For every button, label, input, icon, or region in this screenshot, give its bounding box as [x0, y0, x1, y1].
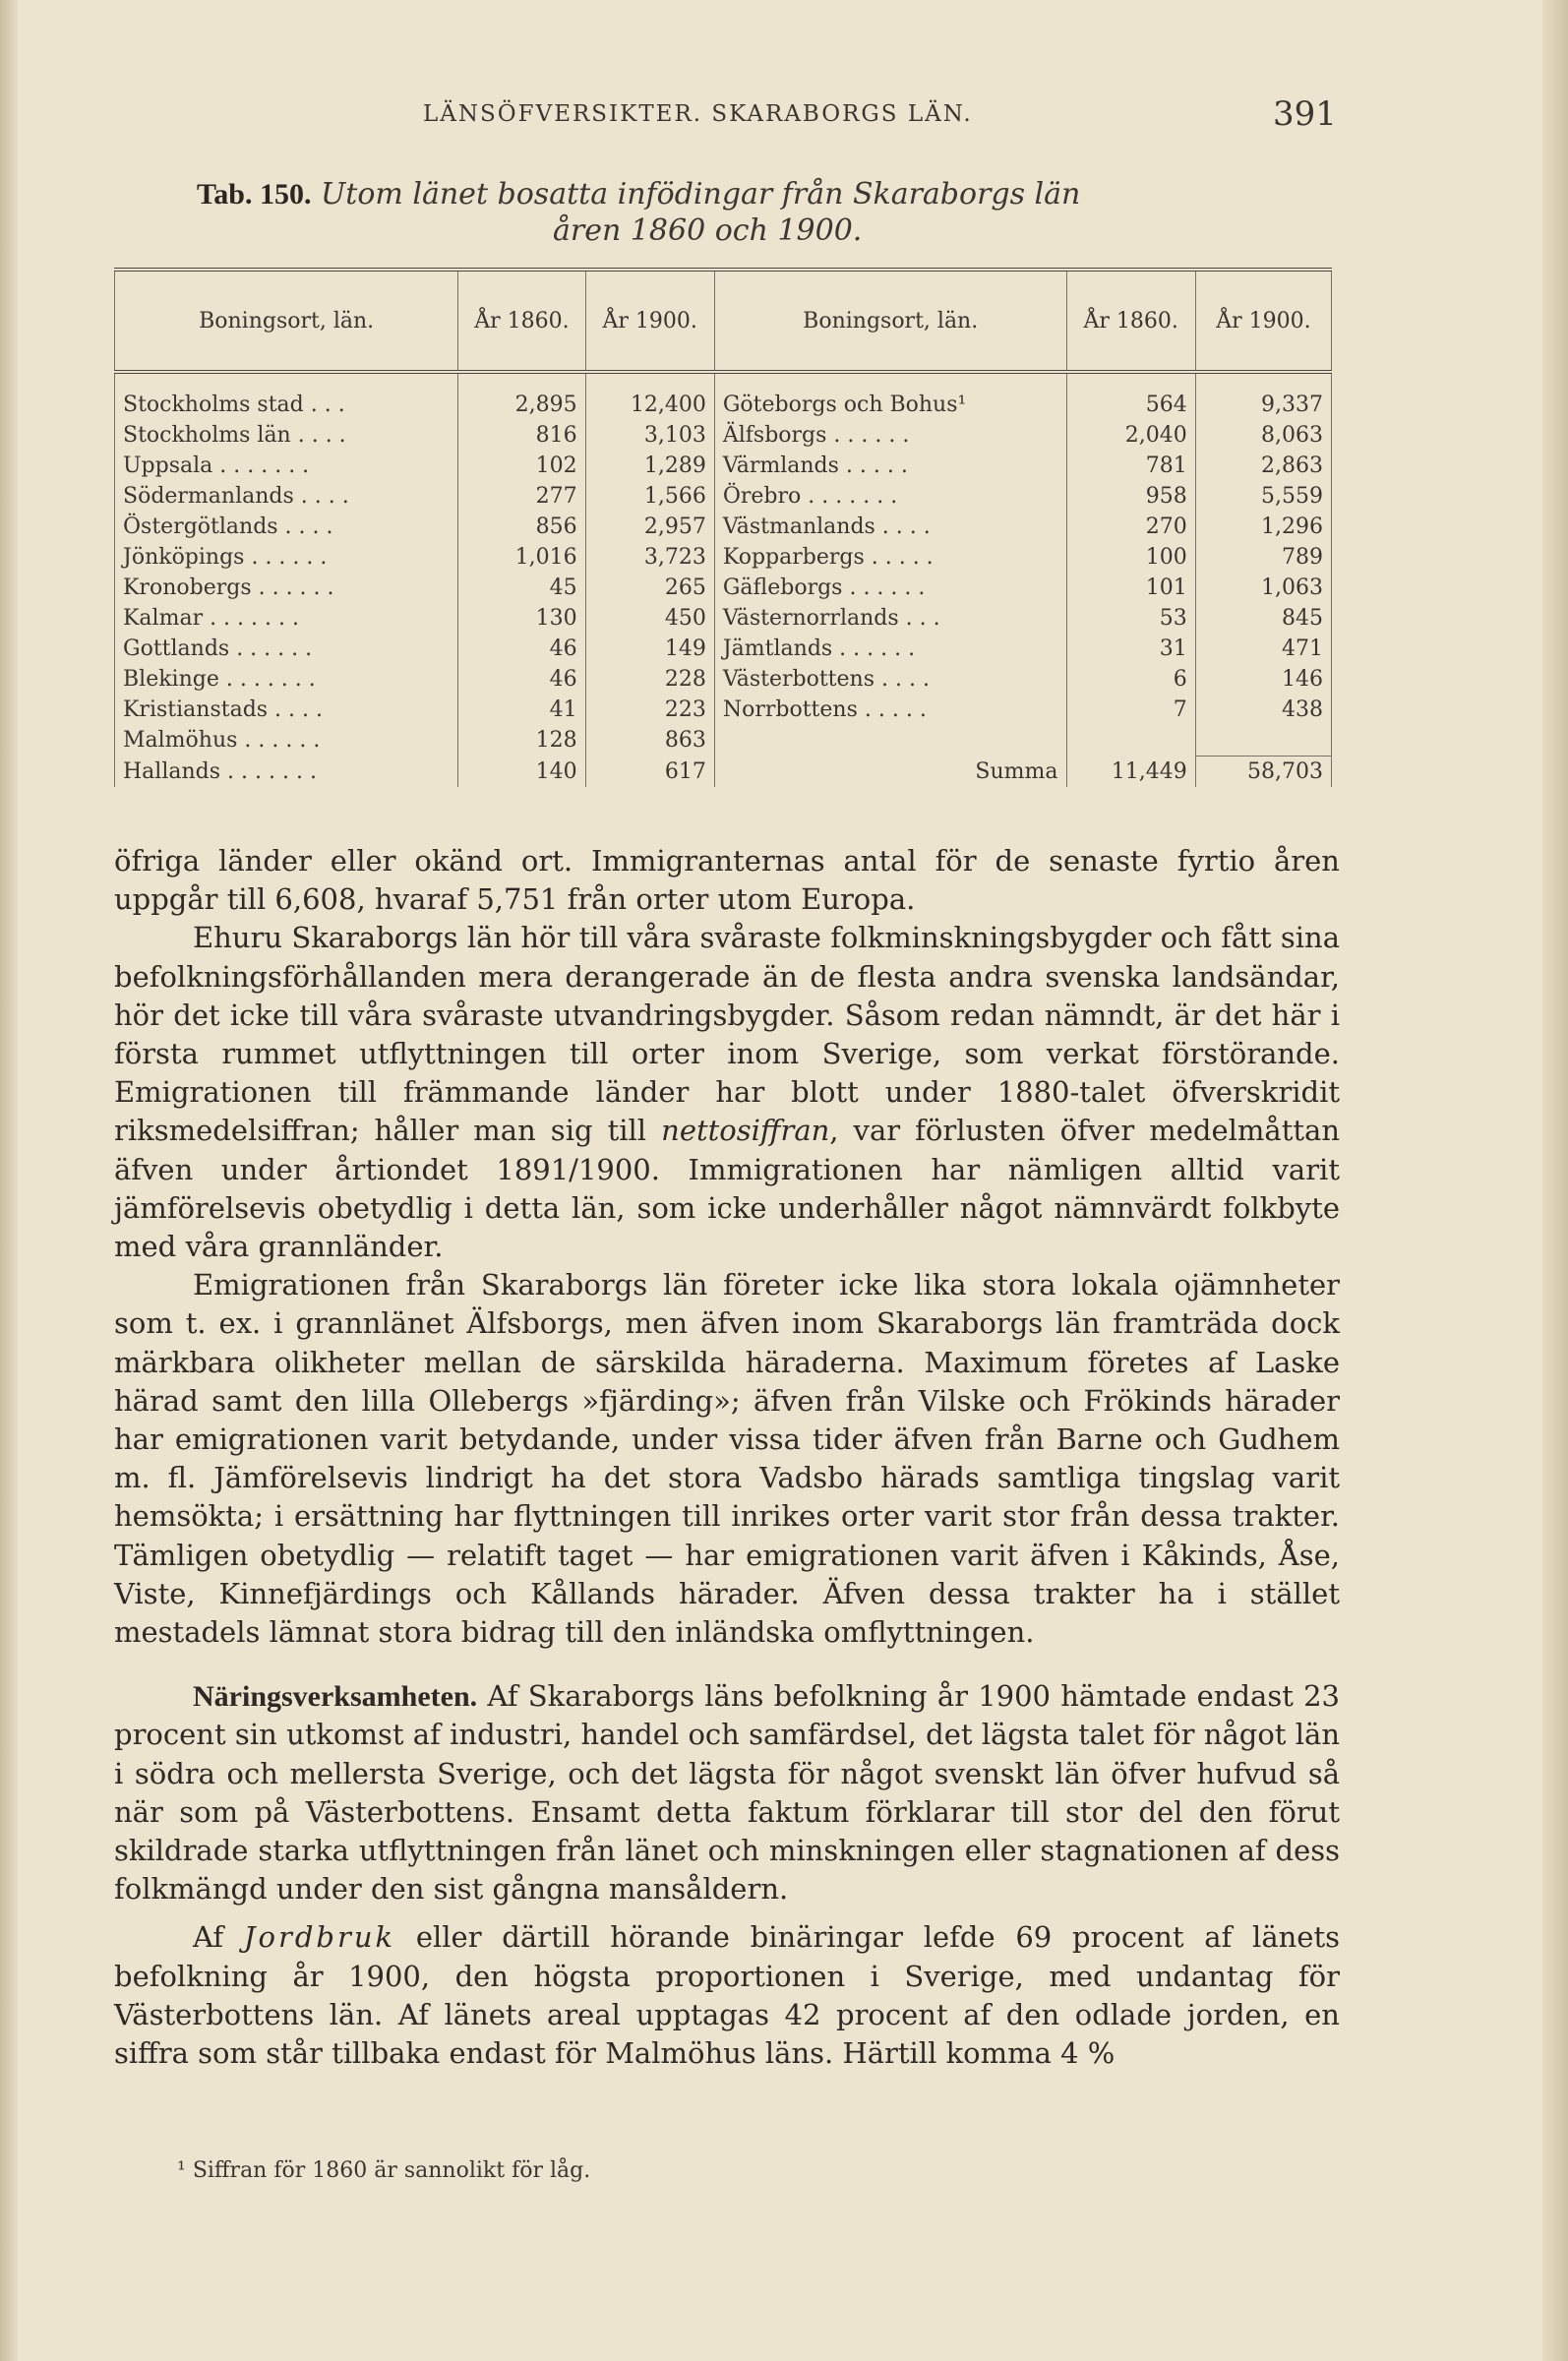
- table-row: [115, 725, 1332, 757]
- place-right: Västerbottens . . . .: [714, 664, 1066, 695]
- place-left: Stockholms stad . . .: [115, 372, 458, 420]
- table-row: [115, 573, 1332, 603]
- value-1900-left: 265: [585, 573, 714, 603]
- place-right: Kopparbergs . . . . .: [714, 542, 1066, 573]
- value-1900-right: 438: [1195, 695, 1331, 725]
- place-left: Blekinge . . . . . . .: [115, 664, 458, 695]
- value-1900-left: 223: [585, 695, 714, 725]
- page-edge-left: [0, 0, 18, 2361]
- value-1860-left: 46: [458, 664, 585, 695]
- value-1900-left: 617: [585, 757, 714, 788]
- paragraph-2-emphasis: nettosiffran: [661, 1114, 830, 1148]
- page-number: 391: [1273, 94, 1337, 134]
- statistics-table: [114, 268, 1332, 787]
- value-1900-right: 2,863: [1195, 451, 1331, 481]
- place-right: Gäfleborgs . . . . . .: [714, 573, 1066, 603]
- table-header-row: [115, 270, 1332, 372]
- value-1860-left: 102: [458, 451, 585, 481]
- value-1860-left: 2,895: [458, 372, 585, 420]
- footnote: ¹ Siffran för 1860 är sannolikt för låg.: [177, 2158, 591, 2183]
- table-label: Tab. 150.: [197, 178, 312, 211]
- value-1860-right: 31: [1066, 634, 1195, 664]
- paragraph-2-part-a: Ehuru Skaraborgs län hör till våra svåraste folkminskningsbygder och fått sina befolkningsförhållanden mera derangerade än de flesta andra svenska landsändar, hör det icke till våra svåraste utvandringsbygder. Såsom redan nämndt, är det här i första rummet utflyttningen till orter inom Sverige, som verkat förstörande. Emigrationen till främmande länder har blott under 1880-talet öfverskridit riksmedelsiffran; håller man sig till: [114, 921, 1340, 1148]
- paragraph-5-part-b: eller därtill hörande binäringar lefde 69 procent af länets befolkning år 1900, den högsta proportionen i Sverige, med undantag för Västerbottens län. Af länets areal upptagas 42 procent af den odlade jorden, en siffra som står tillbaka endast för Malmöhus läns. Härtill komma 4 %: [114, 1920, 1341, 2071]
- value-1900-right: 146: [1195, 664, 1331, 695]
- value-1900-left: 1,289: [585, 451, 714, 481]
- value-1900-right: 1,063: [1195, 573, 1331, 603]
- paragraph-4-text: Af Skaraborgs läns befolkning år 1900 hämtade endast 23 procent sin utkomst af industri, handel och samfärdsel, det lägsta talet för något län i södra och mellersta Sverige, och det lägsta för något svenskt län öfver hufvud så när som på Västerbottens. Ensamt detta faktum förklarar till stor del den förut skildrade starka utflyttningen från länet och minskningen eller stagnationen af dess folkmängd under den sist gångna mansåldern.: [114, 1679, 1340, 1907]
- table-row: [115, 757, 1332, 788]
- table-row: [115, 603, 1332, 634]
- paragraph-5: [114, 1918, 1340, 2073]
- value-1900-left: 863: [585, 725, 714, 757]
- header-1860-left: År 1860.: [458, 270, 585, 372]
- table-row: [115, 542, 1332, 573]
- value-1860-left: 816: [458, 420, 585, 451]
- value-1900-left: 228: [585, 664, 714, 695]
- value-1860-right: 53: [1066, 603, 1195, 634]
- paragraph-5-part-a: Af: [193, 1920, 244, 1955]
- place-left: Gottlands . . . . . .: [115, 634, 458, 664]
- table-row: [115, 451, 1332, 481]
- paragraph-1: öfriga länder eller okänd ort. Immigranternas antal för de senaste fyrtio åren uppgår till 6,608, hvaraf 5,751 från orter utom Europa.: [114, 844, 1340, 917]
- value-1860-right: 6: [1066, 664, 1195, 695]
- paragraph-spacer: [114, 1908, 1340, 1918]
- place-left: Hallands . . . . . . .: [115, 757, 458, 788]
- place-left: Södermanlands . . . .: [115, 481, 458, 512]
- value-1860-right: 7: [1066, 695, 1195, 725]
- place-left: Jönköpings . . . . . .: [115, 542, 458, 573]
- paragraph-5-emphasis: Jordbruk: [243, 1920, 396, 1955]
- value-1900-right: [1195, 725, 1331, 757]
- place-left: Uppsala . . . . . . .: [115, 451, 458, 481]
- place-right: Norrbottens . . . . .: [714, 695, 1066, 725]
- value-1900-left: 149: [585, 634, 714, 664]
- value-1860-right: 270: [1066, 512, 1195, 542]
- place-left: Kronobergs . . . . . .: [115, 573, 458, 603]
- header-place-left: Boningsort, län.: [115, 270, 458, 372]
- table-row: [115, 695, 1332, 725]
- value-1900-right: 1,296: [1195, 512, 1331, 542]
- place-right: Göteborgs och Bohus¹: [714, 372, 1066, 420]
- place-left: Kalmar . . . . . . .: [115, 603, 458, 634]
- value-1900-left: 3,103: [585, 420, 714, 451]
- value-1860-left: 140: [458, 757, 585, 788]
- value-1860-left: 41: [458, 695, 585, 725]
- place-left: Malmöhus . . . . . .: [115, 725, 458, 757]
- value-1900-right: 8,063: [1195, 420, 1331, 451]
- value-1900-right: 5,559: [1195, 481, 1331, 512]
- value-1860-left: 277: [458, 481, 585, 512]
- table-row: [115, 481, 1332, 512]
- value-1860-left: 1,016: [458, 542, 585, 573]
- body-text: [114, 842, 1340, 2073]
- value-1860-left: 856: [458, 512, 585, 542]
- value-1900-left: 1,566: [585, 481, 714, 512]
- place-left: Kristianstads . . . .: [115, 695, 458, 725]
- header-place-right: Boningsort, län.: [714, 270, 1066, 372]
- place-right: Summa: [714, 757, 1066, 788]
- table-body: [115, 372, 1332, 787]
- place-right: Västmanlands . . . .: [714, 512, 1066, 542]
- header-1860-right: År 1860.: [1066, 270, 1195, 372]
- section-heading: Näringsverksamheten.: [193, 1680, 478, 1714]
- value-1860-right: 2,040: [1066, 420, 1195, 451]
- place-left: Östergötlands . . . .: [115, 512, 458, 542]
- value-1900-right: 9,337: [1195, 372, 1331, 420]
- place-right: Värmlands . . . . .: [714, 451, 1066, 481]
- value-1860-right: 564: [1066, 372, 1195, 420]
- place-right: Älfsborgs . . . . . .: [714, 420, 1066, 451]
- value-1900-right: 789: [1195, 542, 1331, 573]
- place-right: [714, 725, 1066, 757]
- value-1900-right: 58,703: [1195, 757, 1331, 788]
- table-row: [115, 664, 1332, 695]
- table-title-line1: Utom länet bosatta infödingar från Skaraborgs län: [321, 177, 1081, 212]
- value-1900-right: 471: [1195, 634, 1331, 664]
- table-title-line2: åren 1860 och 1900.: [553, 213, 863, 248]
- header-1900-left: År 1900.: [585, 270, 714, 372]
- paragraph-3: Emigrationen från Skaraborgs län företer icke lika stora lokala ojämnheter som t. ex. i grannlänet Älfsborgs, men äfven inom Skaraborgs län framträda dock märkbara olikheter mellan de särskilda häraderna. Maximum företes af Laske härad samt den lilla Ollebergs »fjärding»; äfven från Vilske och Frökinds härader har emigrationen varit betydande, under vissa tider äfven från Barne och Gudhem m. fl. Jämförelsevis lindrigt ha det stora Vadsbo härads samtliga tingslag varit hemsökta; i ersättning har flyttningen till inrikes orter varit stor från dessa trakter. Tämligen obetydlig — relatift taget — har emigrationen varit äfven i Kåkinds, Åse, Viste, Kinnefjärdings och Kållands härader. Äfven dessa trakter ha i stället mestadels lämnat stora bidrag till den inländska omflyttningen.: [114, 1268, 1340, 1650]
- value-1900-left: 3,723: [585, 542, 714, 573]
- value-1900-left: 12,400: [585, 372, 714, 420]
- value-1860-left: 46: [458, 634, 585, 664]
- table-row: [115, 512, 1332, 542]
- table-caption: [197, 177, 1318, 248]
- place-right: Örebro . . . . . . .: [714, 481, 1066, 512]
- value-1900-left: 450: [585, 603, 714, 634]
- value-1860-right: 781: [1066, 451, 1195, 481]
- paragraph-spacer: [114, 1652, 1340, 1677]
- value-1860-left: 130: [458, 603, 585, 634]
- header-1900-right: År 1900.: [1195, 270, 1331, 372]
- value-1900-right: 845: [1195, 603, 1331, 634]
- value-1860-right: 100: [1066, 542, 1195, 573]
- paragraph-2: [114, 919, 1340, 1266]
- page-edge-right: [1542, 0, 1568, 2361]
- place-right: Västernorrlands . . .: [714, 603, 1066, 634]
- value-1860-right: 958: [1066, 481, 1195, 512]
- paragraph-2-part-b: , var förlusten öfver medelmåttan äfven under årtiondet 1891/1900. Immigrationen har nämligen alltid varit jämförelsevis obetydlig i detta län, som icke underhåller något nämnvärdt folkbyte med våra grannländer.: [114, 1114, 1340, 1264]
- place-right: Jämtlands . . . . . .: [714, 634, 1066, 664]
- value-1860-right: 11,449: [1066, 757, 1195, 788]
- running-title: LÄNSÖFVERSIKTER. SKARABORGS LÄN.: [423, 101, 973, 127]
- table-row: [115, 634, 1332, 664]
- value-1860-right: 101: [1066, 573, 1195, 603]
- value-1860-left: 128: [458, 725, 585, 757]
- place-left: Stockholms län . . . .: [115, 420, 458, 451]
- paragraph-4: [114, 1677, 1340, 1908]
- table-row: [115, 372, 1332, 420]
- value-1900-left: 2,957: [585, 512, 714, 542]
- table-row: [115, 420, 1332, 451]
- value-1860-right: [1066, 725, 1195, 757]
- value-1860-left: 45: [458, 573, 585, 603]
